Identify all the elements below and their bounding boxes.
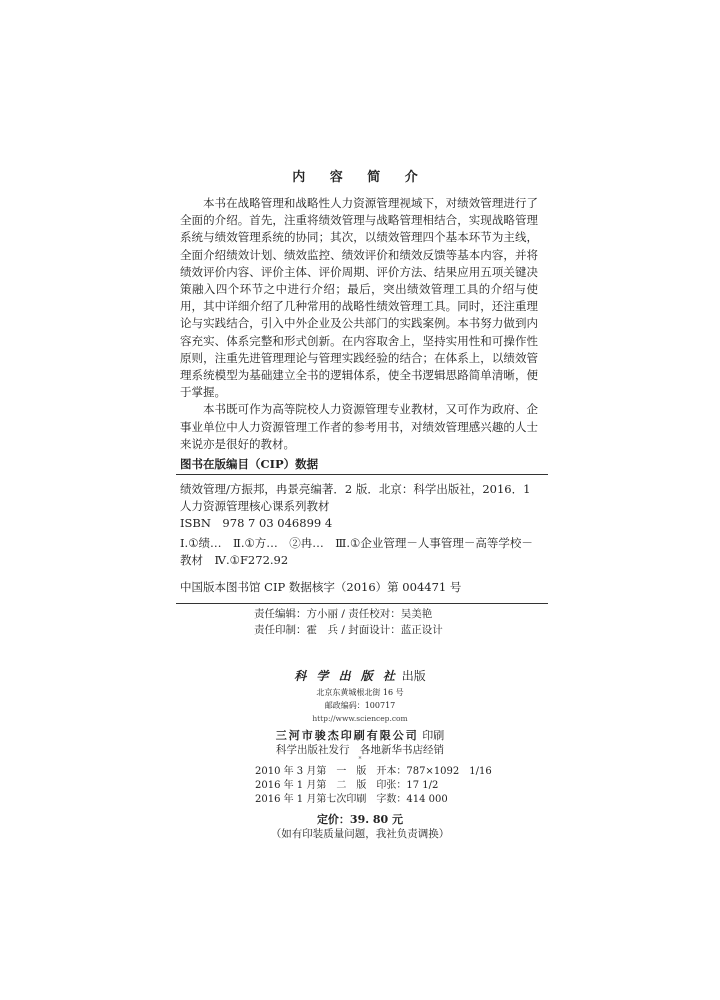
quality-note: （如有印装质量问题，我社负责调换）: [270, 828, 450, 840]
cip-line-record-number: 中国版本图书馆 CIP 数据核字（2016）第 004471 号: [180, 580, 462, 594]
distribution-line: 科学出版社发行 各地新华书店经销: [276, 744, 444, 756]
cip-record: [180, 579, 461, 596]
separator-star: *: [358, 756, 362, 763]
edition-line-1: 2010 年 3 月第 一 版 开本：787×1092 1/16: [255, 766, 492, 777]
price: 定价：39. 80 元: [316, 813, 404, 826]
printer-suffix: 印刷: [422, 729, 445, 742]
editor-credits: 责任编辑：方小丽 / 责任校对：吴美艳: [254, 608, 433, 620]
edition-line-2: 2016 年 1 月第 二 版 印张：17 1/2: [255, 780, 439, 791]
cip-heading: 图书在版编目（CIP）数据: [180, 457, 319, 471]
production-credits: 责任印制：霍 兵 / 封面设计：蓝正设计: [254, 624, 443, 636]
cip-main-entry: [180, 481, 530, 532]
cip-line-title: 绩效管理/方振邦，冉景亮编著．2 版．北京：科学出版社，2016．1: [180, 482, 531, 496]
publisher-address: 北京东黄城根北街 16 号: [316, 688, 404, 697]
printer-name: 三河市骏杰印刷有限公司: [275, 729, 419, 742]
summary-title: 内 容 简 介: [292, 170, 428, 185]
publisher-line: [0, 667, 720, 684]
publisher-website: http://www.sciencep.com: [312, 714, 408, 723]
publisher-name: 科 学 出 版 社: [294, 669, 398, 683]
publisher-suffix: 出版: [401, 669, 426, 683]
cip-line-isbn: ISBN 978 7 03 046899 4: [180, 516, 333, 530]
summary-paragraph-1: 本书在战略管理和战略性人力资源管理视域下，对绩效管理进行了全面的介绍。首先，注重将绩效管理与战略管理相结合，实现战略管理系统与绩效管理系统的协同；其次，以绩效管理四个基本环节为主线，全面介绍绩效计划、绩效监控、绩效评价和绩效反馈等基本内容，并将绩效评价内容、评价主体、评价周期、评价方法、结果应用五项关键决策融入四个环节之中进行介绍；最后，突出绩效管理工具的介绍与使用，其中详细介绍了几种常用的战略性绩效管理工具。同时，还注重理论与实践结合，引入中外企业及公共部门的实践案例。本书努力做到内容充实、体系完整和形式创新。在内容取舍上，坚持实用性和可操作性原则，注重先进管理理论与管理实践经验的结合；在体系上，以绩效管理系统模型为基础建立全书的逻辑体系，使全书逻辑思路简单清晰，便于掌握。: [180, 196, 538, 400]
edition-line-3: 2016 年 1 月第七次印刷 字数：414 000: [255, 794, 448, 805]
cip-data-box: [176, 474, 548, 604]
summary-paragraph-2: 本书既可作为高等院校人力资源管理专业教材，又可作为政府、企事业单位中人力资源管理工作者的参考用书，对绩效管理感兴趣的人士来说亦是很好的教材。: [180, 402, 538, 451]
printer-line: [0, 727, 720, 743]
cip-line-series: 人力资源管理核心课系列教材: [180, 499, 330, 513]
cip-subjects: [180, 535, 533, 569]
cip-line-classification: 教材 Ⅳ.①F272.92: [180, 553, 289, 567]
cip-line-subjects: Ⅰ.①绩… Ⅱ.①方… ②冉… Ⅲ.①企业管理－人事管理－高等学校－: [180, 536, 533, 550]
publisher-postcode: 邮政编码：100717: [324, 701, 396, 710]
summary-body: [180, 195, 538, 453]
